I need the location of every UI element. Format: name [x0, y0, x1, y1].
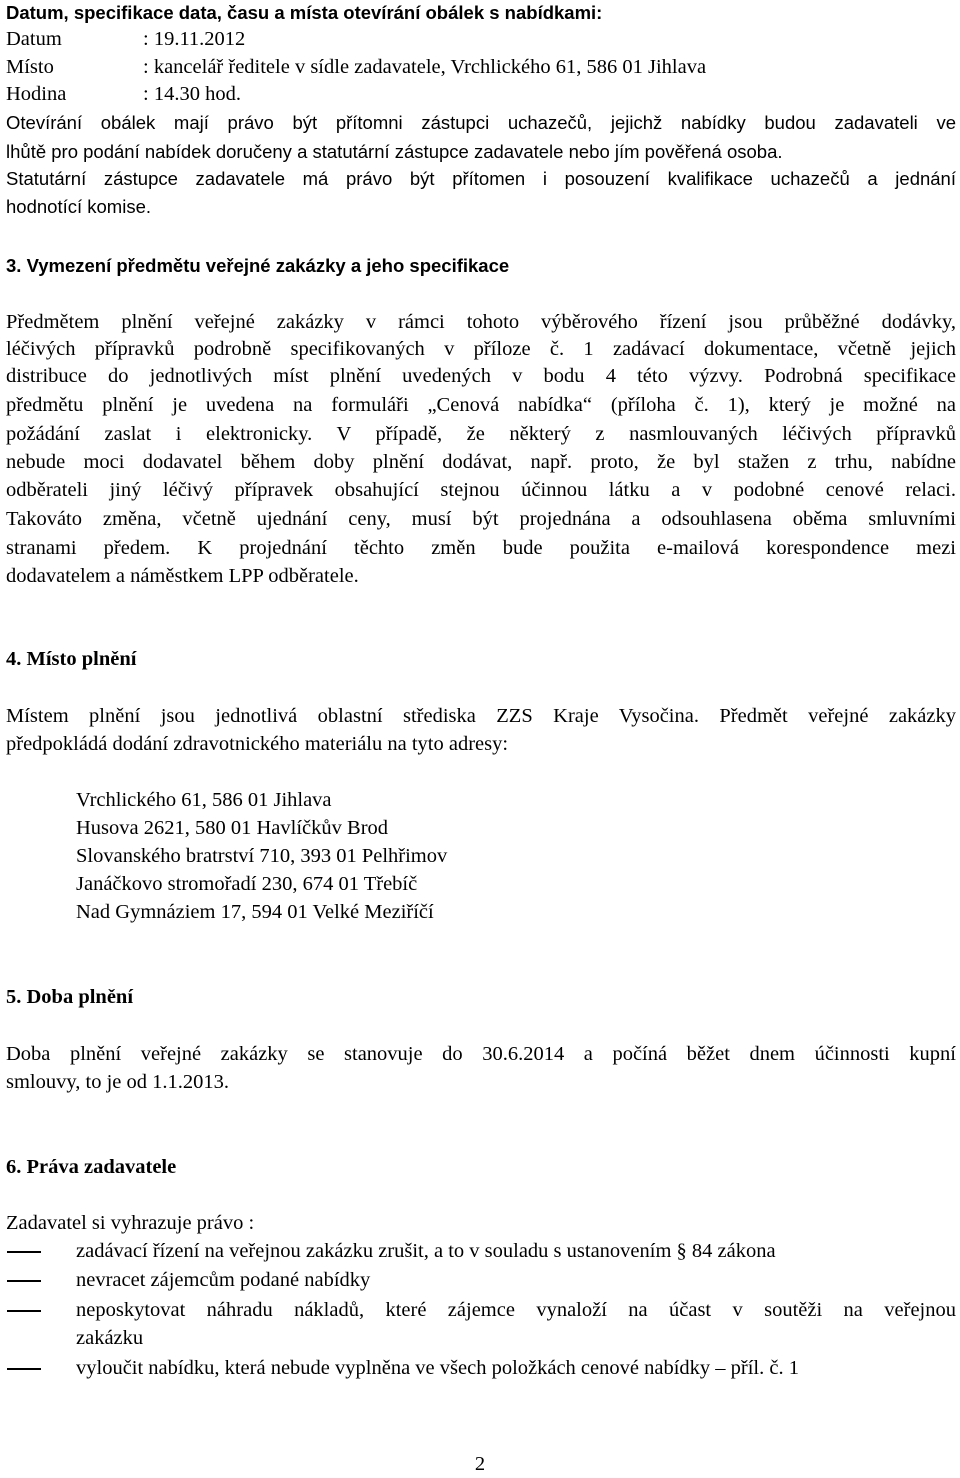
- dash-bullet-icon: [6, 1237, 52, 1265]
- page-number: 2: [474, 1453, 486, 1475]
- rights-list-item: neposkytovat náhradu nákladů, které zájemce vynaloží na účast v soutěži na veřejnou: [76, 1299, 956, 1321]
- delivery-address: Janáčkovo stromořadí 230, 674 01 Třebíč: [76, 873, 418, 895]
- opening-paragraph-line: Otevírání obálek mají právo být přítomni zástupci uchazečů, jejichž nabídky budou zadavateli ve: [6, 112, 956, 133]
- section-3-line: dodavatelem a náměstkem LPP odběratele.: [6, 565, 359, 587]
- section-5-heading: 5. Doba plnění: [6, 986, 134, 1008]
- opening-date-row: [6, 25, 245, 53]
- rights-list-item-continuation: zakázku: [76, 1327, 144, 1349]
- opening-time-value: : 14.30 hod.: [143, 83, 241, 105]
- section-3-line: stranami předem. K projednání těchto změn bude použita e-mailová korespondence mezi: [6, 537, 956, 559]
- section-6-heading: 6. Práva zadavatele: [6, 1156, 177, 1178]
- opening-heading: Datum, specifikace data, času a místa otevírání obálek s nabídkami:: [6, 2, 603, 23]
- rights-list-item: nevracet zájemcům podané nabídky: [76, 1269, 371, 1291]
- opening-time-row: [6, 80, 241, 108]
- section-3-line: léčivých přípravků podrobně specifikovaných v příloze č. 1 zadávací dokumentace, včetně jejich: [6, 338, 956, 360]
- opening-paragraph-line: hodnotící komise.: [6, 196, 151, 217]
- opening-paragraph-line: Statutární zástupce zadavatele má právo být přítomen i posouzení kvalifikace uchazečů a jednání: [6, 168, 956, 189]
- opening-time-label: Hodina: [6, 83, 67, 105]
- section-3-line: požádání zaslat i elektronicky. V případě, že některý z nasmlouvaných léčivých přípravků: [6, 423, 956, 445]
- section-5-line: smlouvy, to je od 1.1.2013.: [6, 1071, 230, 1093]
- delivery-address: Husova 2621, 580 01 Havlíčkův Brod: [76, 817, 389, 839]
- opening-date-label: Datum: [6, 28, 62, 50]
- section-3-line: distribuce do jednotlivých míst plnění uvedených v bodu 4 této výzvy. Podrobná specifikace: [6, 365, 956, 387]
- dash-bullet-icon: [6, 1354, 52, 1382]
- opening-place-row: [6, 53, 706, 81]
- rights-list-item: zadávací řízení na veřejnou zakázku zrušit, a to v souladu s ustanovením § 84 zákona: [76, 1240, 776, 1262]
- section-4-heading: 4. Místo plnění: [6, 648, 137, 670]
- section-6-intro: Zadavatel si vyhrazuje právo :: [6, 1212, 255, 1234]
- rights-list-item: vyloučit nabídku, která nebude vyplněna ve všech položkách cenové nabídky – příl. č. 1: [76, 1357, 799, 1379]
- section-3-line: Takováto změna, včetně ujednání ceny, musí být projednána a odsouhlasena oběma smluvními: [6, 508, 956, 530]
- section-3-line: předmětu plnění je uvedena na formuláři „Cenová nabídka“ (příloha č. 1), který je možné na: [6, 394, 956, 416]
- opening-date-value: : 19.11.2012: [143, 28, 246, 50]
- dash-bullet-icon: [6, 1266, 52, 1294]
- section-4-line: předpokládá dodání zdravotnického materiálu na tyto adresy:: [6, 733, 509, 755]
- section-3-heading: 3. Vymezení předmětu veřejné zakázky a jeho specifikace: [6, 255, 510, 276]
- section-3-line: Předmětem plnění veřejné zakázky v rámci tohoto výběrového řízení jsou průběžné dodávky,: [6, 311, 956, 333]
- opening-paragraph-line: lhůtě pro podání nabídek doručeny a statutární zástupce zadavatele nebo jím pověřená osoba.: [6, 141, 783, 162]
- delivery-address: Vrchlického 61, 586 01 Jihlava: [76, 789, 332, 811]
- section-4-line: Místem plnění jsou jednotlivá oblastní střediska ZZS Kraje Vysočina. Předmět veřejné zakázky: [6, 705, 956, 727]
- delivery-address: Nad Gymnáziem 17, 594 01 Velké Meziříčí: [76, 901, 434, 923]
- section-5-line: Doba plnění veřejné zakázky se stanovuje do 30.6.2014 a počíná běžet dnem účinnosti kupní: [6, 1043, 956, 1065]
- dash-bullet-icon: [6, 1296, 52, 1324]
- section-3-line: odběrateli jiný léčivý přípravek obsahující stejnou účinnou látku a v podobné cenové relaci.: [6, 479, 956, 501]
- section-3-line: nebude moci dodavatel během doby plnění dodávat, např. proto, že byl stažen z trhu, nabídne: [6, 451, 956, 473]
- opening-place-value: : kancelář ředitele v sídle zadavatele, Vrchlického 61, 586 01 Jihlava: [143, 56, 707, 78]
- delivery-address: Slovanského bratrství 710, 393 01 Pelhřimov: [76, 845, 448, 867]
- opening-place-label: Místo: [6, 56, 54, 78]
